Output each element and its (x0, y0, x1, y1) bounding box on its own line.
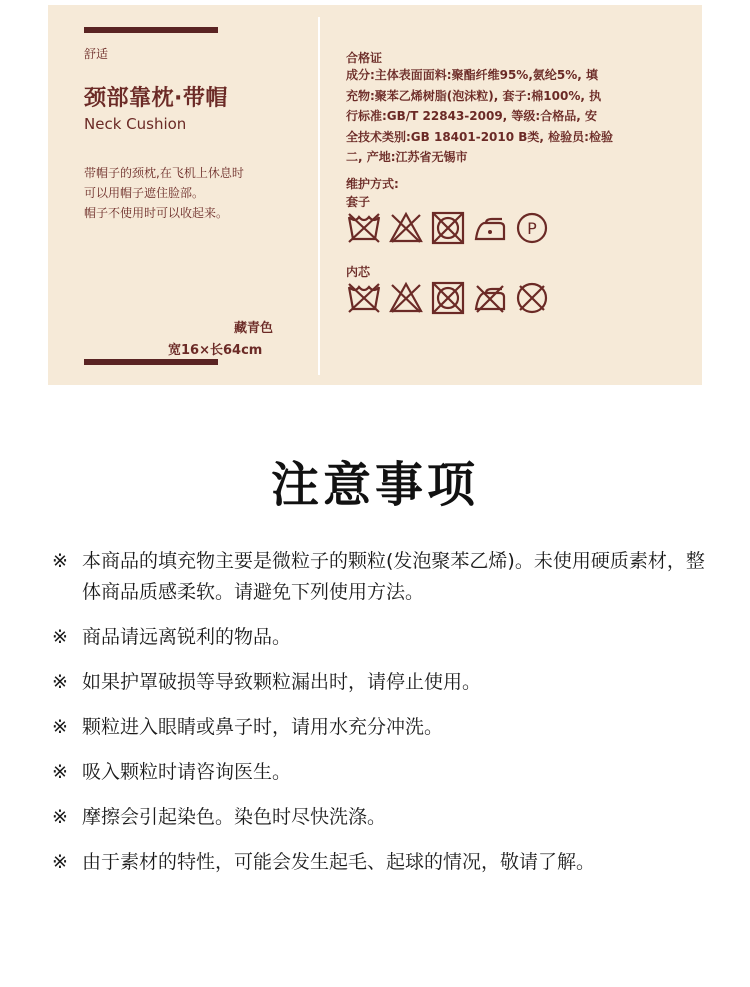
notice-text: 颗粒进入眼睛或鼻子时，请用水充分冲洗。 (82, 716, 444, 738)
label-color: 藏青色 (234, 321, 274, 336)
notice-text: 吸入颗粒时请咨询医生。 (82, 761, 292, 783)
label-title-en: Neck Cushion (84, 115, 187, 133)
no-dry-clean-icon (514, 281, 550, 315)
iron-low-icon (472, 211, 508, 245)
notice-item (52, 546, 712, 608)
certificate-line: 二, 产地:江苏省无锡市 (346, 150, 468, 164)
reference-mark: ※ (52, 716, 68, 738)
certificate-body (346, 65, 691, 168)
notice-list (52, 546, 712, 878)
notice-title: 注意事项 (270, 457, 479, 513)
certificate-line: 成分:主体表面面料:聚酯纤维95%,氨纶5%, 填 (346, 68, 598, 82)
no-bleach-icon (388, 211, 424, 245)
care-title: 维护方式: (346, 177, 399, 191)
notice-text: 本商品的填充物主要是微粒子的颗粒(发泡聚苯乙烯)。未使用硬质素材，整体商品质感柔软。请避免下列使用方法。 (82, 550, 705, 603)
certificate-line: 行标准:GB/T 22843-2009, 等级:合格品, 安 (346, 109, 597, 123)
label-category: 舒适 (84, 47, 109, 61)
label-bottom-bar (84, 359, 218, 365)
notice-item (52, 622, 712, 653)
inner-label: 内芯 (346, 265, 371, 279)
label-top-bar (84, 27, 218, 33)
notice-text: 商品请远离锐利的物品。 (82, 626, 292, 648)
no-wash-icon (346, 211, 382, 245)
reference-mark: ※ (52, 851, 68, 873)
notice-item (52, 757, 712, 788)
description-line: 带帽子的颈枕,在飞机上休息时 (84, 166, 244, 180)
label-description (84, 163, 314, 223)
reference-mark: ※ (52, 550, 68, 572)
no-iron-icon (472, 281, 508, 315)
inner-care-icons (346, 281, 550, 315)
description-line: 可以用帽子遮住脸部。 (84, 186, 205, 200)
svg-text:P: P (527, 219, 537, 238)
no-tumble-dry-icon (430, 211, 466, 245)
notice-item (52, 667, 712, 698)
no-tumble-dry-icon (430, 281, 466, 315)
description-line: 帽子不使用时可以收起来。 (84, 206, 229, 220)
notice-text: 由于素材的特性，可能会发生起毛、起球的情况，敬请了解。 (82, 851, 596, 873)
product-label (48, 5, 702, 385)
cover-care-icons (346, 211, 550, 245)
reference-mark: ※ (52, 671, 68, 693)
notice-item (52, 847, 712, 878)
notice-text: 如果护罩破损等导致颗粒漏出时，请停止使用。 (82, 671, 482, 693)
reference-mark: ※ (52, 626, 68, 648)
dry-clean-p-icon (514, 211, 550, 245)
certificate-line: 充物:聚苯乙烯树脂(泡沫粒), 套子:棉100%, 执 (346, 88, 602, 103)
certificate-title: 合格证 (346, 51, 383, 65)
label-size: 宽16×长64cm (168, 343, 263, 358)
certificate-line: 全技术类别:GB 18401-2010 B类, 检验员:检验 (346, 129, 613, 144)
no-wash-icon (346, 281, 382, 315)
no-bleach-icon (388, 281, 424, 315)
notice-text: 摩擦会引起染色。染色时尽快洗涤。 (82, 806, 387, 828)
notice-item (52, 802, 712, 833)
reference-mark: ※ (52, 761, 68, 783)
label-title-cn: 颈部靠枕·带帽 (84, 86, 228, 111)
reference-mark: ※ (52, 806, 68, 828)
notice-item (52, 712, 712, 743)
cover-label: 套子 (346, 195, 371, 209)
label-divider (318, 17, 320, 375)
